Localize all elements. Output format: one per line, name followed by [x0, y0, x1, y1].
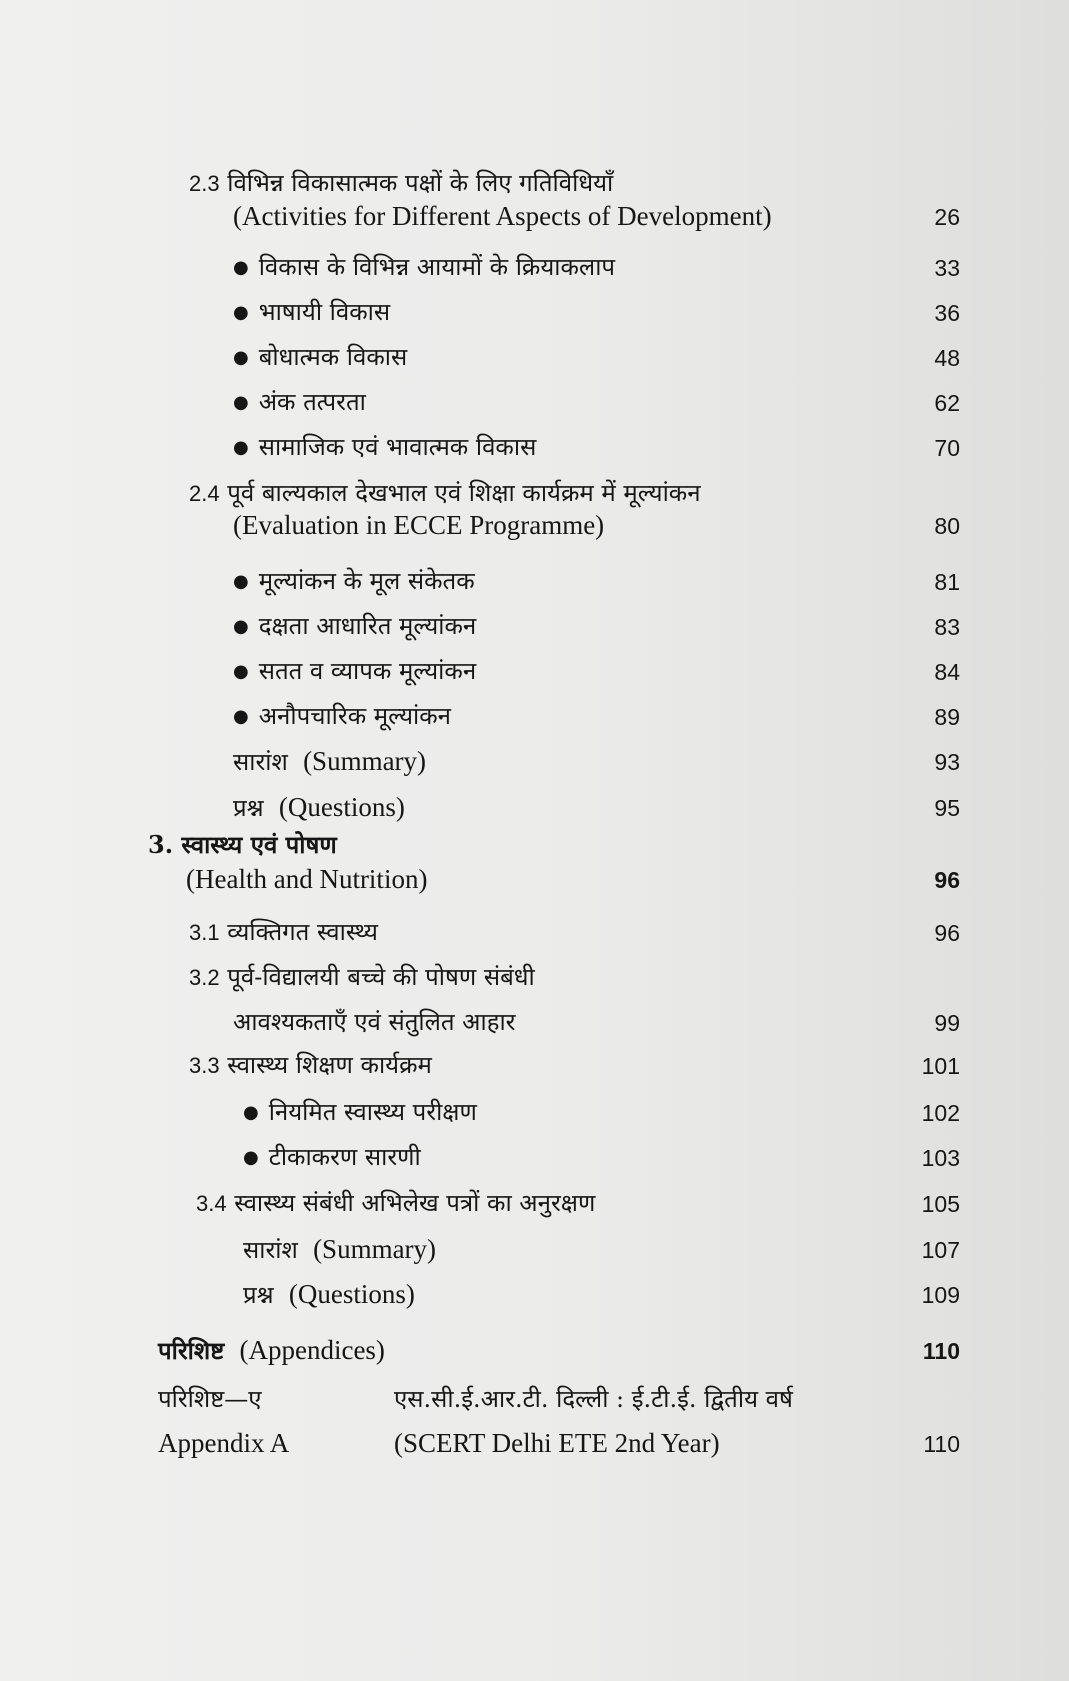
section-number: 2.4	[189, 481, 220, 506]
section-3-3: 3.3 स्वास्थ्य शिक्षण कार्यक्रम	[189, 1051, 432, 1079]
toc-item: ● विकास के विभिन्न आयामों के क्रियाकलाप	[233, 252, 615, 285]
page-number: 36	[934, 300, 960, 326]
page-number: 96	[934, 920, 960, 946]
toc-item: ● अंक तत्परता	[233, 387, 366, 420]
toc-item: ● अनौपचारिक मूल्यांकन	[233, 701, 451, 734]
page-number: 105	[921, 1191, 960, 1217]
page-number: 80	[934, 513, 960, 539]
page-number: 48	[934, 345, 960, 371]
page-number: 70	[934, 435, 960, 461]
page-number: 96	[934, 867, 960, 893]
chapter-2-questions-line: प्रश्न (Questions)	[233, 792, 405, 822]
toc-item: ● मूल्यांकन के मूल संकेतक	[233, 566, 475, 599]
page-number: 26	[934, 204, 960, 230]
page-number: 101	[921, 1053, 960, 1079]
page-number: 93	[934, 749, 960, 775]
appendix-a-title-hindi: एस.सी.ई.आर.टी. दिल्ली : ई.टी.ई. द्वितीय वर्ष	[394, 1385, 793, 1413]
chapter-2-summary: सारांश (Summary)	[233, 746, 427, 776]
appendix-a-label-hindi: परिशिष्ट—ए	[158, 1385, 262, 1413]
section-title-hindi: विभिन्न विकासात्मक पक्षों के लिए गतिविधियाँ	[227, 169, 614, 197]
toc-item: ● टीकाकरण सारणी	[243, 1142, 421, 1175]
section-2-3-english: (Activities for Different Aspects of Development)	[233, 201, 772, 231]
section-2-4-heading	[189, 478, 701, 509]
page-number: 84	[934, 659, 960, 685]
toc-item: ● दक्षता आधारित मूल्यांकन	[233, 611, 476, 644]
toc-item: ● सामाजिक एवं भावात्मक विकास	[233, 432, 536, 465]
chapter-3-english: (Health and Nutrition)	[186, 864, 428, 894]
section-3-1: 3.1 व्यक्तिगत स्वास्थ्य	[189, 918, 378, 946]
toc-item: ● बोधात्मक विकास	[233, 342, 407, 375]
appendix-a-title: (SCERT Delhi ETE 2nd Year)	[394, 1428, 720, 1458]
section-number: 2.3	[189, 171, 220, 196]
page-number: 62	[934, 390, 960, 416]
page-number: 102	[921, 1100, 960, 1126]
page-number: 95	[934, 795, 960, 821]
chapter-3-title: 3. स्वास्थ्य एवं पोषण	[148, 830, 337, 859]
page-number: 110	[922, 1338, 960, 1364]
chapter-3-questions: प्रश्न (Questions)	[243, 1279, 415, 1309]
toc-item: ● भाषायी विकास	[233, 297, 390, 330]
toc-item: ● नियमित स्वास्थ्य परीक्षण	[243, 1097, 477, 1130]
page-number: 109	[921, 1282, 960, 1308]
page-number: 81	[934, 569, 960, 595]
page-number: 107	[921, 1237, 960, 1263]
section-title-hindi: पूर्व बाल्यकाल देखभाल एवं शिक्षा कार्यक्रम में मूल्यांकन	[227, 479, 701, 507]
page-number: 33	[934, 255, 960, 281]
section-3-4: 3.4 स्वास्थ्य संबंधी अभिलेख पत्रों का अनुरक्षण	[196, 1189, 596, 1217]
chapter-3-summary: सारांश (Summary)	[243, 1234, 437, 1264]
page-number: 83	[934, 614, 960, 640]
section-2-4-english: (Evaluation in ECCE Programme)	[233, 510, 605, 540]
section-3-2-continued: आवश्यकताएँ एवं संतुलित आहार	[233, 1008, 516, 1036]
section-3-2: 3.2 पूर्व-विद्यालयी बच्चे की पोषण संबंधी	[189, 963, 535, 991]
section-2-3-heading	[189, 168, 613, 199]
page-number: 99	[934, 1010, 960, 1036]
appendix-a-label: Appendix A	[158, 1428, 290, 1458]
page-number: 110	[923, 1431, 960, 1457]
appendices-heading: परिशिष्ट (Appendices)	[158, 1335, 385, 1365]
page-number: 103	[921, 1145, 960, 1171]
toc-item: ● सतत व व्यापक मूल्यांकन	[233, 656, 476, 689]
page-number: 89	[934, 704, 960, 730]
